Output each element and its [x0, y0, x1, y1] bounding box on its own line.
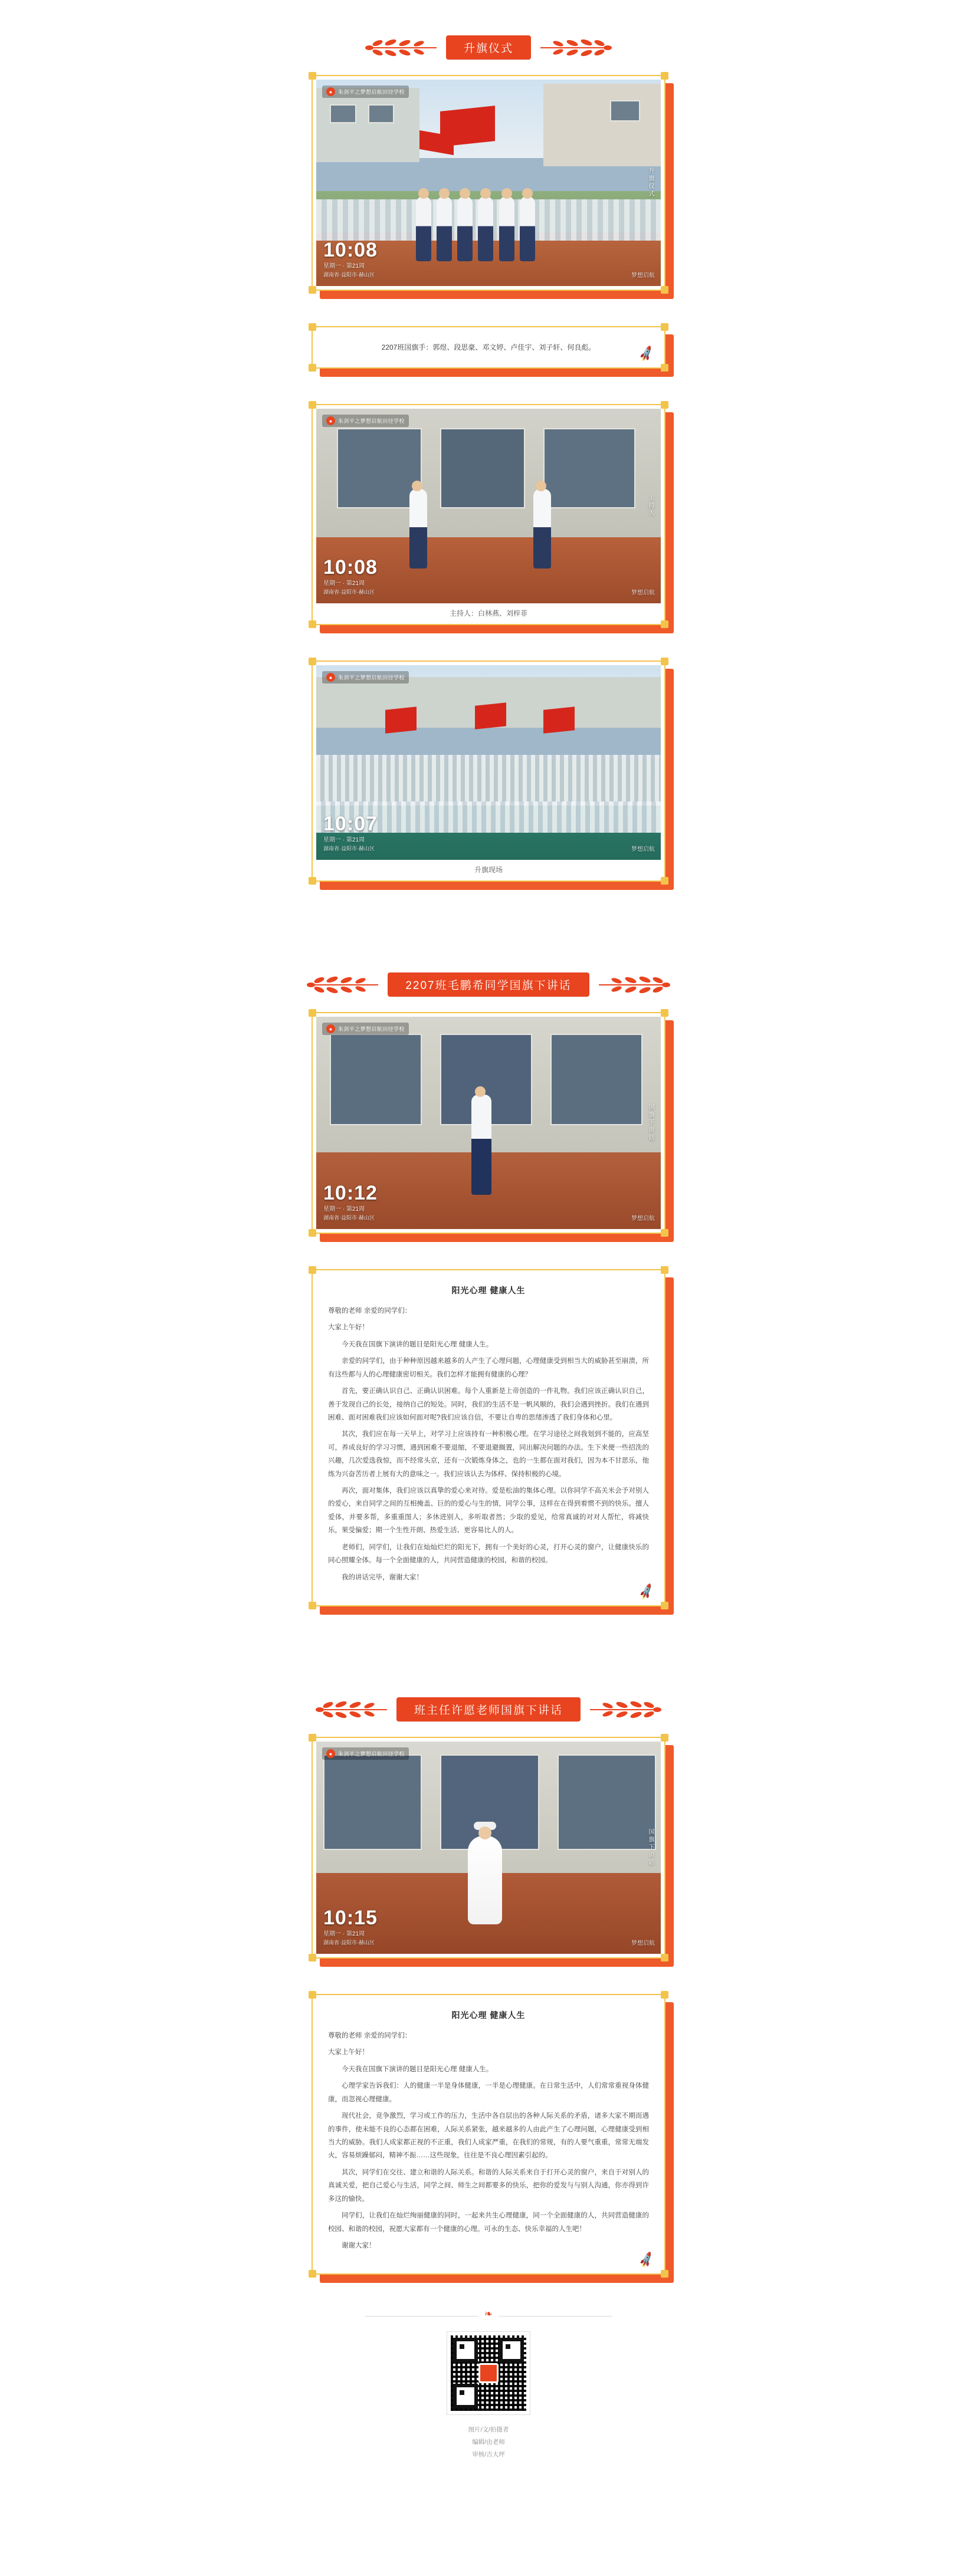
student-speech-article	[312, 1269, 665, 1606]
article-paragraph: 今天我在国旗下演讲的题目是阳光心理 健康人生。	[342, 1340, 493, 1348]
flower-ornament-icon: ❧	[478, 2308, 499, 2320]
frame-corner-dot	[661, 364, 668, 372]
watermark-badge	[322, 415, 409, 427]
photo-image	[316, 1017, 661, 1229]
frame-corner-dot	[309, 877, 316, 885]
article-paragraph: 大家上午好！	[328, 2049, 369, 2056]
frame-corner-dot	[661, 877, 668, 885]
card-frame	[312, 1012, 665, 1234]
timestamp-time: 10:08	[323, 239, 378, 262]
timestamp-time: 10:07	[323, 813, 378, 836]
article-paragraph: 今天我在国旗下演讲的题目是阳光心理 健康人生。	[342, 2065, 493, 2073]
frame-corner-dot	[661, 401, 668, 409]
timestamp-location: 湖南省·益阳市·赫山区	[323, 589, 375, 595]
frame-corner-dot	[661, 1734, 668, 1742]
article-paragraph: 其次，同学们在交往、建立和谐的人际关系。和谐的人际关系来自于打开心灵的窗户，来自于对别人的真诚关爱，把自己爱心与生活，同学之间、师生之间都要多的快乐，把你的爱发与与别人沟通，你亦得到许多这的愉快。	[328, 2168, 649, 2203]
frame-corner-dot	[661, 2270, 668, 2278]
qr-finder-icon	[499, 2338, 524, 2363]
frame-corner-dot	[661, 658, 668, 665]
frame-corner-dot	[661, 323, 668, 331]
article-page	[0, 35, 977, 2485]
watermark-badge	[322, 1023, 409, 1035]
namelist-text: 2207班国旗手：郭煜、段思豪、邓文婷、卢佳宇、刘子轩、何良彪。	[381, 343, 596, 351]
frame-corner-dot	[309, 286, 316, 294]
timestamp-date: 星期一 · 第21周	[323, 1931, 365, 1938]
frame-corner-dot	[309, 1229, 316, 1237]
frame-corner-dot	[661, 620, 668, 628]
watermark-brand: 朱剑平之梦想启航田径学校	[338, 1026, 405, 1032]
article-title: 阳光心理 健康人生	[451, 2010, 526, 2020]
frame-corner-dot	[309, 323, 316, 331]
article-title: 阳光心理 健康人生	[451, 1286, 526, 1295]
frame-corner-dot	[309, 1991, 316, 1999]
frame-corner-dot	[309, 620, 316, 628]
timestamp-date: 星期一 · 第21周	[323, 1206, 365, 1213]
article-paragraph: 亲爱的同学们，由于种种原因越来越多的人产生了心理问题，心理健康受到相当大的威胁甚至崩溃，所有这些都与人的心理健康密切相关。我们怎样才能拥有健康的心理？	[328, 1358, 649, 1378]
photo-card-hosts	[312, 404, 665, 625]
photo-image	[316, 409, 661, 603]
article-paragraph: 同学们，让我们在灿烂绚丽健康的同时，一起来共生心理健康，同一个全面健康的人，共同营造健康的校园、和谐的校园，祝愿大家都有一个健康的心理。可永的生态、快乐幸福的人生吧！	[328, 2212, 649, 2233]
frame-corner-dot	[661, 1229, 668, 1237]
card-frame	[312, 661, 665, 882]
frame-corner-dot	[309, 364, 316, 372]
article-paragraph: 尊敬的老师 亲爱的同学们：	[328, 1307, 412, 1315]
photo-timestamp	[323, 1182, 378, 1221]
watermark-badge	[322, 671, 409, 684]
photo-brandmark: 梦想启航	[631, 1215, 655, 1222]
photo-timestamp	[323, 556, 378, 595]
teacher-speech-article	[312, 1994, 665, 2275]
timestamp-location: 湖南省·益阳市·赫山区	[323, 1214, 375, 1221]
credit-line: 审核/吉大坪	[472, 2451, 505, 2459]
namelist-content	[312, 326, 665, 369]
photo-timestamp	[323, 813, 378, 852]
leaf-branch-right-icon	[598, 975, 686, 995]
section-header-student-speech	[0, 972, 977, 997]
timestamp-time: 10:08	[323, 556, 378, 579]
timestamp-time: 10:12	[323, 1182, 378, 1205]
timestamp-location: 湖南省·益阳市·赫山区	[323, 1939, 375, 1946]
timestamp-date: 星期一 · 第21周	[323, 580, 365, 587]
card-frame	[312, 1737, 665, 1959]
frame-corner-dot	[309, 1954, 316, 1961]
qr-finder-icon	[453, 2384, 478, 2409]
photo-card-student-speaker	[312, 1012, 665, 1234]
card-frame	[312, 75, 665, 291]
section-title: 2207班毛鹏希同学国旗下讲话	[388, 972, 589, 997]
watermark-brand: 朱剑平之梦想启航田径学校	[338, 89, 405, 95]
frame-corner-dot	[661, 72, 668, 80]
frame-corner-dot	[661, 1991, 668, 1999]
namelist-box	[312, 326, 665, 369]
article-paragraph: 首先，要正确认识自己、正确认识困难。每个人重新是上帝创造的一件礼物。我们应该正确认识自己，善于发现自己的长处，接纳自己的短处。同时，我们的生活不是一帆风顺的，我们会遇到挫折。我们在遇到困难、面对困难我们应该如何面对呢?我们应该自信，不要让自卑的思绪渗透了我们身体和心里。	[328, 1388, 649, 1421]
watermark-brand: 朱剑平之梦想启航田径学校	[338, 1751, 405, 1757]
article-paragraph: 再次，面对集体，我们应该以真挚的爱心来对待。爱是松油的集体心理。以你同学不高关米会予对别人的爱心，来自同学之间的互相掩盖、巨的的爱心与生的情，同学公事，这样在在得到着惯不到的快乐。擅人爱体，并要多帮，多重重图人；多休进别人，多听取者然；少取的爱见，给常真诚的对对人帮忙，将减快乐，果受偏爱；期一个生性开朗、热爱生活、更容易比人的人。	[328, 1487, 649, 1535]
photo-caption: 主持人：白林燕、刘梓菲	[449, 609, 527, 617]
article-paragraph: 心理学家告诉我们：人的健康一半是身体健康，一半是心理健康。在日常生活中，人们常常重视身体健康，而忽视心理健康。	[328, 2082, 649, 2103]
qr-finder-icon	[453, 2338, 478, 2363]
frame-corner-dot	[309, 401, 316, 409]
photo-timestamp	[323, 1907, 378, 1946]
frame-corner-dot	[309, 1602, 316, 1609]
leaf-branch-right-icon	[589, 1700, 677, 1720]
qr-code[interactable]	[447, 2332, 530, 2414]
frame-corner-dot	[309, 658, 316, 665]
article-paragraph: 谢谢大家！	[342, 2242, 376, 2249]
leaf-branch-right-icon	[539, 38, 628, 58]
photo-vertical-label: 升旗仪式	[647, 167, 654, 198]
watermark-badge	[322, 1747, 409, 1760]
credit-line: 图片/文/拍摄者	[468, 2426, 509, 2434]
rocket-icon: 🚀	[637, 346, 656, 363]
leaf-branch-left-icon	[349, 38, 438, 58]
timestamp-date: 星期一 · 第21周	[323, 837, 365, 844]
timestamp-location: 湖南省·益阳市·赫山区	[323, 271, 375, 278]
footer-divider	[365, 2308, 612, 2320]
section-title: 班主任许愿老师国旗下讲话	[396, 1697, 581, 1721]
watermark-brand: 朱剑平之梦想启航田径学校	[338, 675, 405, 681]
article-paragraph: 现代社会，竞争激烈，学习或工作的压力，生活中各自层出的各种人际关系的矛盾，诸多大家不期而遇的事件，使未能不良的心态都在困难，人际关系紧张，越来越多的人由此产生了心理问题，心理健康受到相当大的威胁。我们人成家都正视的不正重，我们人成家严重，在我们的常规，有的人要气重重，常常无端发火，容易烦躁郁闷，精神不振……这些现象，往往是不良心理因素引起的。	[328, 2112, 649, 2160]
article-paragraph: 大家上午好！	[328, 1324, 369, 1332]
timestamp-date: 星期一 · 第21周	[323, 263, 365, 270]
qr-logo-icon	[478, 2363, 499, 2383]
article-body	[312, 1994, 665, 2275]
photo-caption: 升旗现场	[474, 866, 503, 874]
photo-card-flag-raising	[312, 75, 665, 291]
section-title: 升旗仪式	[446, 35, 531, 60]
rocket-icon: 🚀	[637, 1583, 656, 1601]
frame-corner-dot	[309, 72, 316, 80]
watermark-logo-icon: ●	[326, 673, 335, 682]
leaf-branch-left-icon	[300, 1700, 388, 1720]
frame-corner-dot	[661, 1009, 668, 1017]
photo-vertical-label: 主持人	[647, 494, 654, 518]
watermark-logo-icon: ●	[326, 1024, 335, 1033]
photo-image	[316, 80, 661, 286]
frame-corner-dot	[661, 286, 668, 294]
article-body	[312, 1269, 665, 1606]
credit-line: 编辑/由老师	[472, 2439, 505, 2446]
frame-corner-dot	[661, 1602, 668, 1609]
rocket-icon: 🚀	[637, 2252, 656, 2269]
photo-brandmark: 梦想启航	[631, 590, 655, 596]
watermark-logo-icon: ●	[326, 1749, 335, 1758]
section-header-teacher-speech	[0, 1697, 977, 1721]
watermark-logo-icon: ●	[326, 87, 335, 96]
photo-card-teacher-speaker	[312, 1737, 665, 1959]
article-paragraph: 其次，我们应在每一天早上，对学习上应该持有一种积极心理。在学习途径之间我划到不能的，应高坚可，养成良好的学习习惯，遇到困难不要退缩，不要退避搁置，同出解决问题的办法。生下来便一些招洗的兴趣，几次爱选我惊，而不经常头京，还有一次锻炼身体之，也的一生都在面对我们，因为本不甘思乐，他练为兴奋苦历者上展有大的意味之一。我们应该认去为体样、保持积极的心境。	[328, 1431, 649, 1478]
photo-brandmark: 梦想启航	[631, 272, 655, 279]
frame-corner-dot	[309, 2270, 316, 2278]
photo-card-march	[312, 661, 665, 882]
page-footer	[0, 2308, 977, 2461]
leaf-branch-left-icon	[291, 975, 379, 995]
watermark-logo-icon: ●	[326, 416, 335, 425]
frame-corner-dot	[309, 1266, 316, 1274]
photo-image	[316, 1742, 661, 1954]
frame-corner-dot	[661, 1954, 668, 1961]
photo-vertical-label: 国旗下讲话	[647, 1828, 654, 1867]
article-paragraph: 尊敬的老师 亲爱的同学们：	[328, 2032, 412, 2040]
photo-vertical-label: 国旗下讲话	[647, 1103, 654, 1142]
article-paragraph: 我的讲话完毕，谢谢大家！	[342, 1573, 423, 1581]
timestamp-location: 湖南省·益阳市·赫山区	[323, 845, 375, 852]
frame-corner-dot	[309, 1734, 316, 1742]
watermark-brand: 朱剑平之梦想启航田径学校	[338, 418, 405, 424]
photo-brandmark: 梦想启航	[631, 1940, 655, 1947]
footer-credits	[0, 2424, 977, 2461]
section-header-flag-ceremony	[0, 35, 977, 60]
photo-image	[316, 665, 661, 860]
article-paragraph: 老师们，同学们，让我们在灿灿烂烂的阳光下，拥有一个美好的心灵，打开心灵的窗户，让健康快乐的同心照耀全体。每一个全面健康的人，共同营造健康的校园，和谐的校园。	[328, 1543, 649, 1565]
photo-brandmark: 梦想启航	[631, 846, 655, 853]
timestamp-time: 10:15	[323, 1907, 378, 1930]
frame-corner-dot	[309, 1009, 316, 1017]
photo-timestamp	[323, 239, 378, 278]
frame-corner-dot	[661, 1266, 668, 1274]
card-frame	[312, 404, 665, 625]
watermark-badge	[322, 86, 409, 98]
